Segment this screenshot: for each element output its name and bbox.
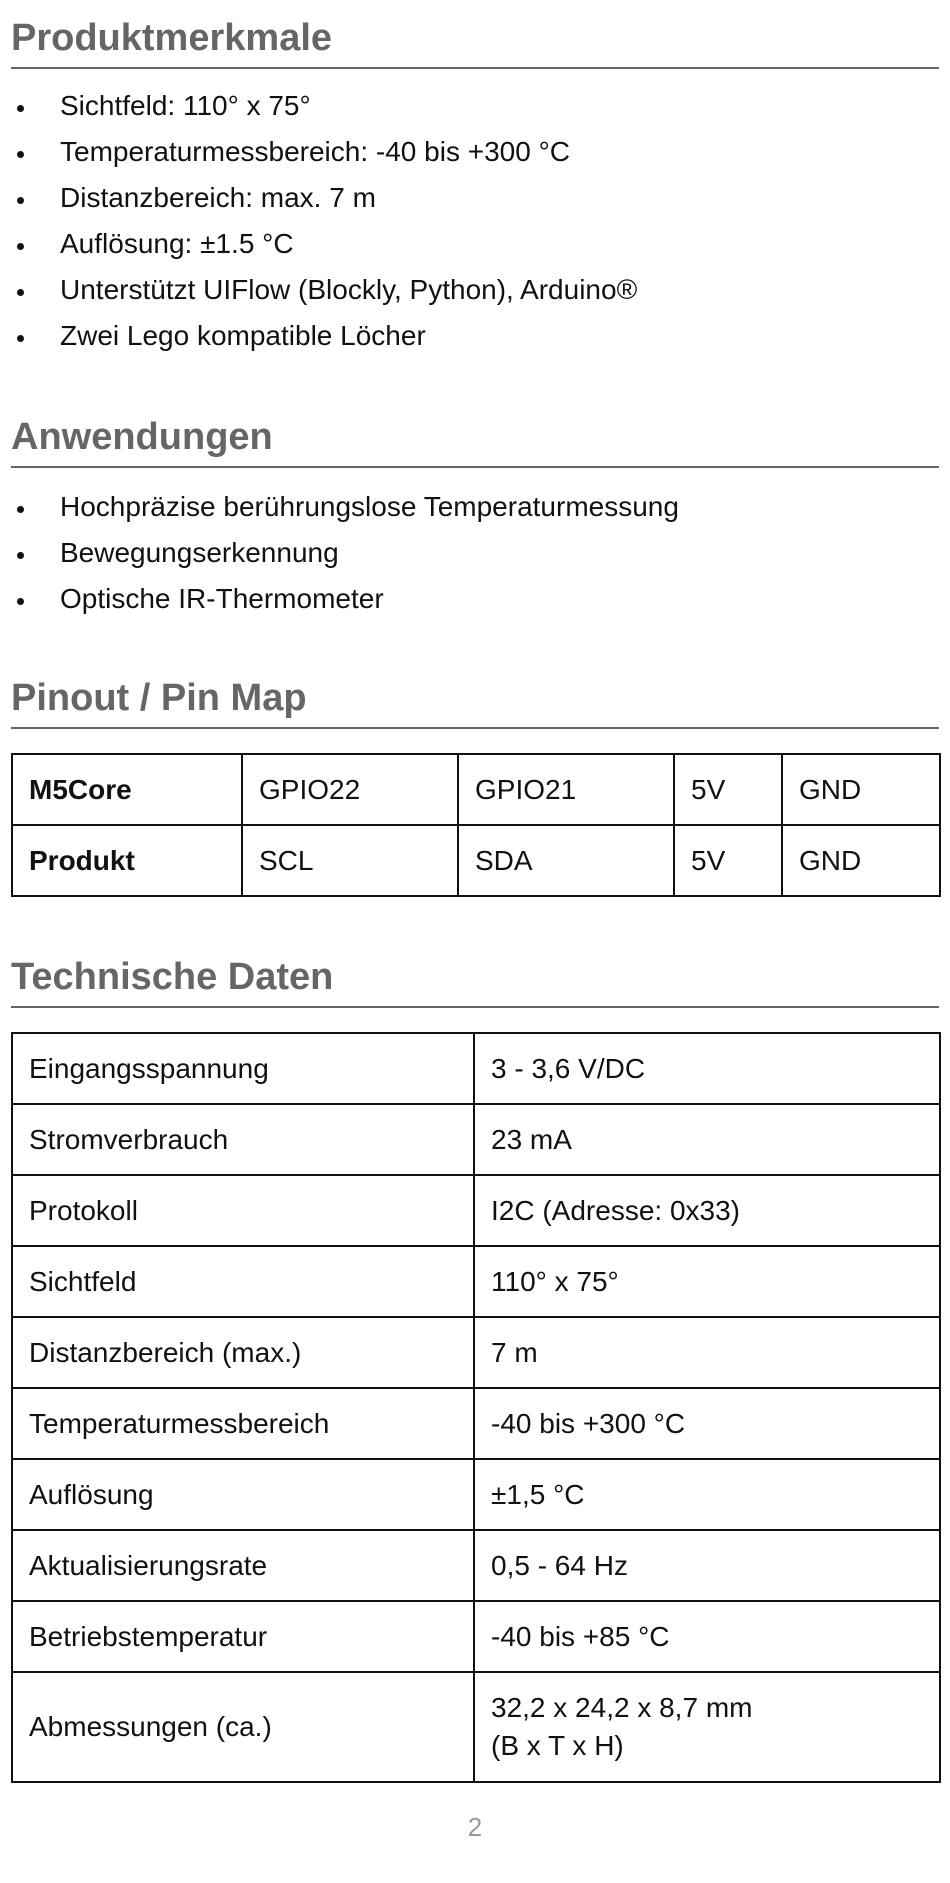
bullet-icon	[17, 552, 24, 559]
spec-value	[474, 1672, 940, 1782]
list-item-text: Temperaturmessbereich: -40 bis +300 °C	[60, 136, 570, 167]
spec-label: Eingangsspannung	[12, 1033, 474, 1104]
table-row	[12, 1317, 940, 1388]
spec-label: Auflösung	[12, 1459, 474, 1530]
applications-heading: Anwendungen	[11, 414, 939, 468]
table-cell: SDA	[458, 825, 674, 896]
spec-value-line: (B x T x H)	[491, 1730, 624, 1761]
features-list	[11, 83, 939, 359]
table-row	[12, 1388, 940, 1459]
table-cell: SCL	[242, 825, 458, 896]
bullet-icon	[17, 243, 24, 250]
list-item-text: Optische IR-Thermometer	[60, 583, 384, 614]
spec-value: -40 bis +85 °C	[474, 1601, 940, 1672]
table-cell: 5V	[674, 825, 782, 896]
table-row	[12, 754, 940, 825]
table-cell: M5Core	[12, 754, 242, 825]
table-cell: Produkt	[12, 825, 242, 896]
spec-label: Sichtfeld	[12, 1246, 474, 1317]
bullet-icon	[17, 151, 24, 158]
bullet-icon	[17, 289, 24, 296]
spec-label: Distanzbereich (max.)	[12, 1317, 474, 1388]
table-cell: GPIO21	[458, 754, 674, 825]
bullet-icon	[17, 598, 24, 605]
list-item	[11, 175, 939, 221]
spec-label: Aktualisierungsrate	[12, 1530, 474, 1601]
spec-label: Stromverbrauch	[12, 1104, 474, 1175]
table-cell: 5V	[674, 754, 782, 825]
spec-label: Betriebstemperatur	[12, 1601, 474, 1672]
page-number: 2	[467, 1812, 483, 1842]
pinout-table	[11, 753, 941, 897]
table-cell: GND	[782, 754, 940, 825]
list-item-text: Unterstützt UIFlow (Blockly, Python), Arduino®	[60, 274, 638, 305]
list-item	[11, 83, 939, 129]
features-section	[11, 15, 939, 359]
list-item-text: Sichtfeld: 110° x 75°	[60, 90, 311, 121]
spec-value: 0,5 - 64 Hz	[474, 1530, 940, 1601]
features-heading: Produktmerkmale	[11, 15, 939, 69]
spec-label: Temperaturmessbereich	[12, 1388, 474, 1459]
applications-list	[11, 484, 939, 622]
pinout-section	[11, 675, 939, 897]
bullet-icon	[17, 105, 24, 112]
bullet-icon	[17, 506, 24, 513]
spec-value: 23 mA	[474, 1104, 940, 1175]
list-item	[11, 484, 939, 530]
spec-value: 7 m	[474, 1317, 940, 1388]
list-item-text: Distanzbereich: max. 7 m	[60, 182, 376, 213]
spec-value-line: 32,2 x 24,2 x 8,7 mm	[491, 1692, 753, 1723]
spec-value: ±1,5 °C	[474, 1459, 940, 1530]
table-row	[12, 1672, 940, 1782]
bullet-icon	[17, 335, 24, 342]
list-item-text: Auflösung: ±1.5 °C	[60, 228, 294, 259]
specs-heading: Technische Daten	[11, 954, 939, 1008]
bullet-icon	[17, 197, 24, 204]
table-row	[12, 1033, 940, 1104]
list-item	[11, 267, 939, 313]
table-row	[12, 1104, 940, 1175]
table-row	[12, 825, 940, 896]
list-item-text: Bewegungserkennung	[60, 537, 339, 568]
list-item	[11, 313, 939, 359]
table-row	[12, 1246, 940, 1317]
pinout-heading: Pinout / Pin Map	[11, 675, 939, 729]
list-item	[11, 576, 939, 622]
specs-table	[11, 1032, 941, 1783]
spec-value: -40 bis +300 °C	[474, 1388, 940, 1459]
list-item-text: Hochpräzise berührungslose Temperaturmessung	[60, 491, 679, 522]
list-item	[11, 530, 939, 576]
table-cell: GPIO22	[242, 754, 458, 825]
table-row	[12, 1459, 940, 1530]
table-cell: GND	[782, 825, 940, 896]
spec-label: Abmessungen (ca.)	[12, 1672, 474, 1782]
list-item-text: Zwei Lego kompatible Löcher	[60, 320, 426, 351]
list-item	[11, 221, 939, 267]
spec-label: Protokoll	[12, 1175, 474, 1246]
table-row	[12, 1601, 940, 1672]
spec-value: 3 - 3,6 V/DC	[474, 1033, 940, 1104]
spec-value: I2C (Adresse: 0x33)	[474, 1175, 940, 1246]
applications-section	[11, 414, 939, 622]
list-item	[11, 129, 939, 175]
table-row	[12, 1175, 940, 1246]
spec-value: 110° x 75°	[474, 1246, 940, 1317]
table-row	[12, 1530, 940, 1601]
specs-section	[11, 954, 939, 1783]
